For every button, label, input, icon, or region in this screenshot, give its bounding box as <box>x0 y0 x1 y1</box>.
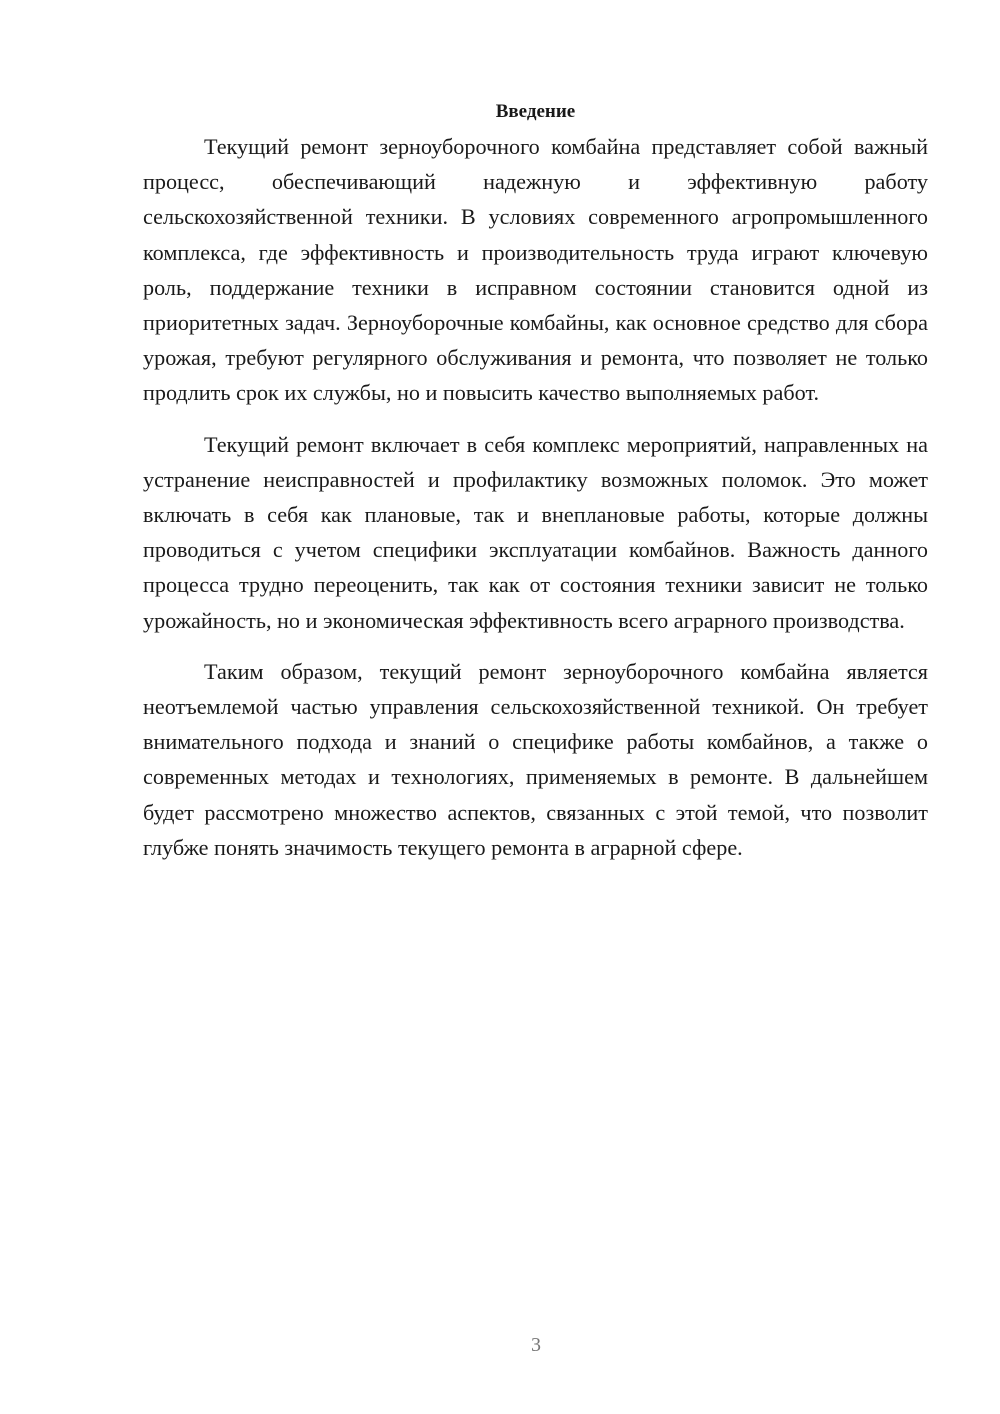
page-content <box>143 94 928 865</box>
section-heading: Введение <box>495 101 576 122</box>
paragraph-1: Текущий ремонт зерноуборочного комбайна представляет собой важный процесс, обеспечивающий надежную и эффективную работу сельскохозяйственной техники. В условиях современного агропромышленного комплекса, где эффективность и производительность труда играют ключевую роль, поддержание техники в исправном состоянии становится одной из приоритетных задач. Зерноуборочные комбайны, как основное средство для сбора урожая, требуют регулярного обслуживания и ремонта, что позволяет не только продлить срок их службы, но и повысить качество выполняемых работ. <box>143 134 928 406</box>
paragraph-3: Таким образом, текущий ремонт зерноуборочного комбайна является неотъемлемой частью управления сельскохозяйственной техникой. Он требует внимательного подхода и знаний о специфике работы комбайнов, а также о современных методах и технологиях, применяемых в ремонте. В дальнейшем будет рассмотрено множество аспектов, связанных с этой темой, что позволит глубже понять значимость текущего ремонта в аграрной сфере. <box>143 658 928 860</box>
paragraph-2: Текущий ремонт включает в себя комплекс мероприятий, направленных на устранение неисправностей и профилактику возможных поломок. Это может включать в себя как плановые, так и внеплановые работы, которые должны проводиться с учетом специфики эксплуатации комбайнов. Важность данного процесса трудно переоценить, так как от состояния техники зависит не только урожайность, но и экономическая эффективность всего аграрного производства. <box>143 431 928 633</box>
page-number: 3 <box>531 1334 541 1356</box>
